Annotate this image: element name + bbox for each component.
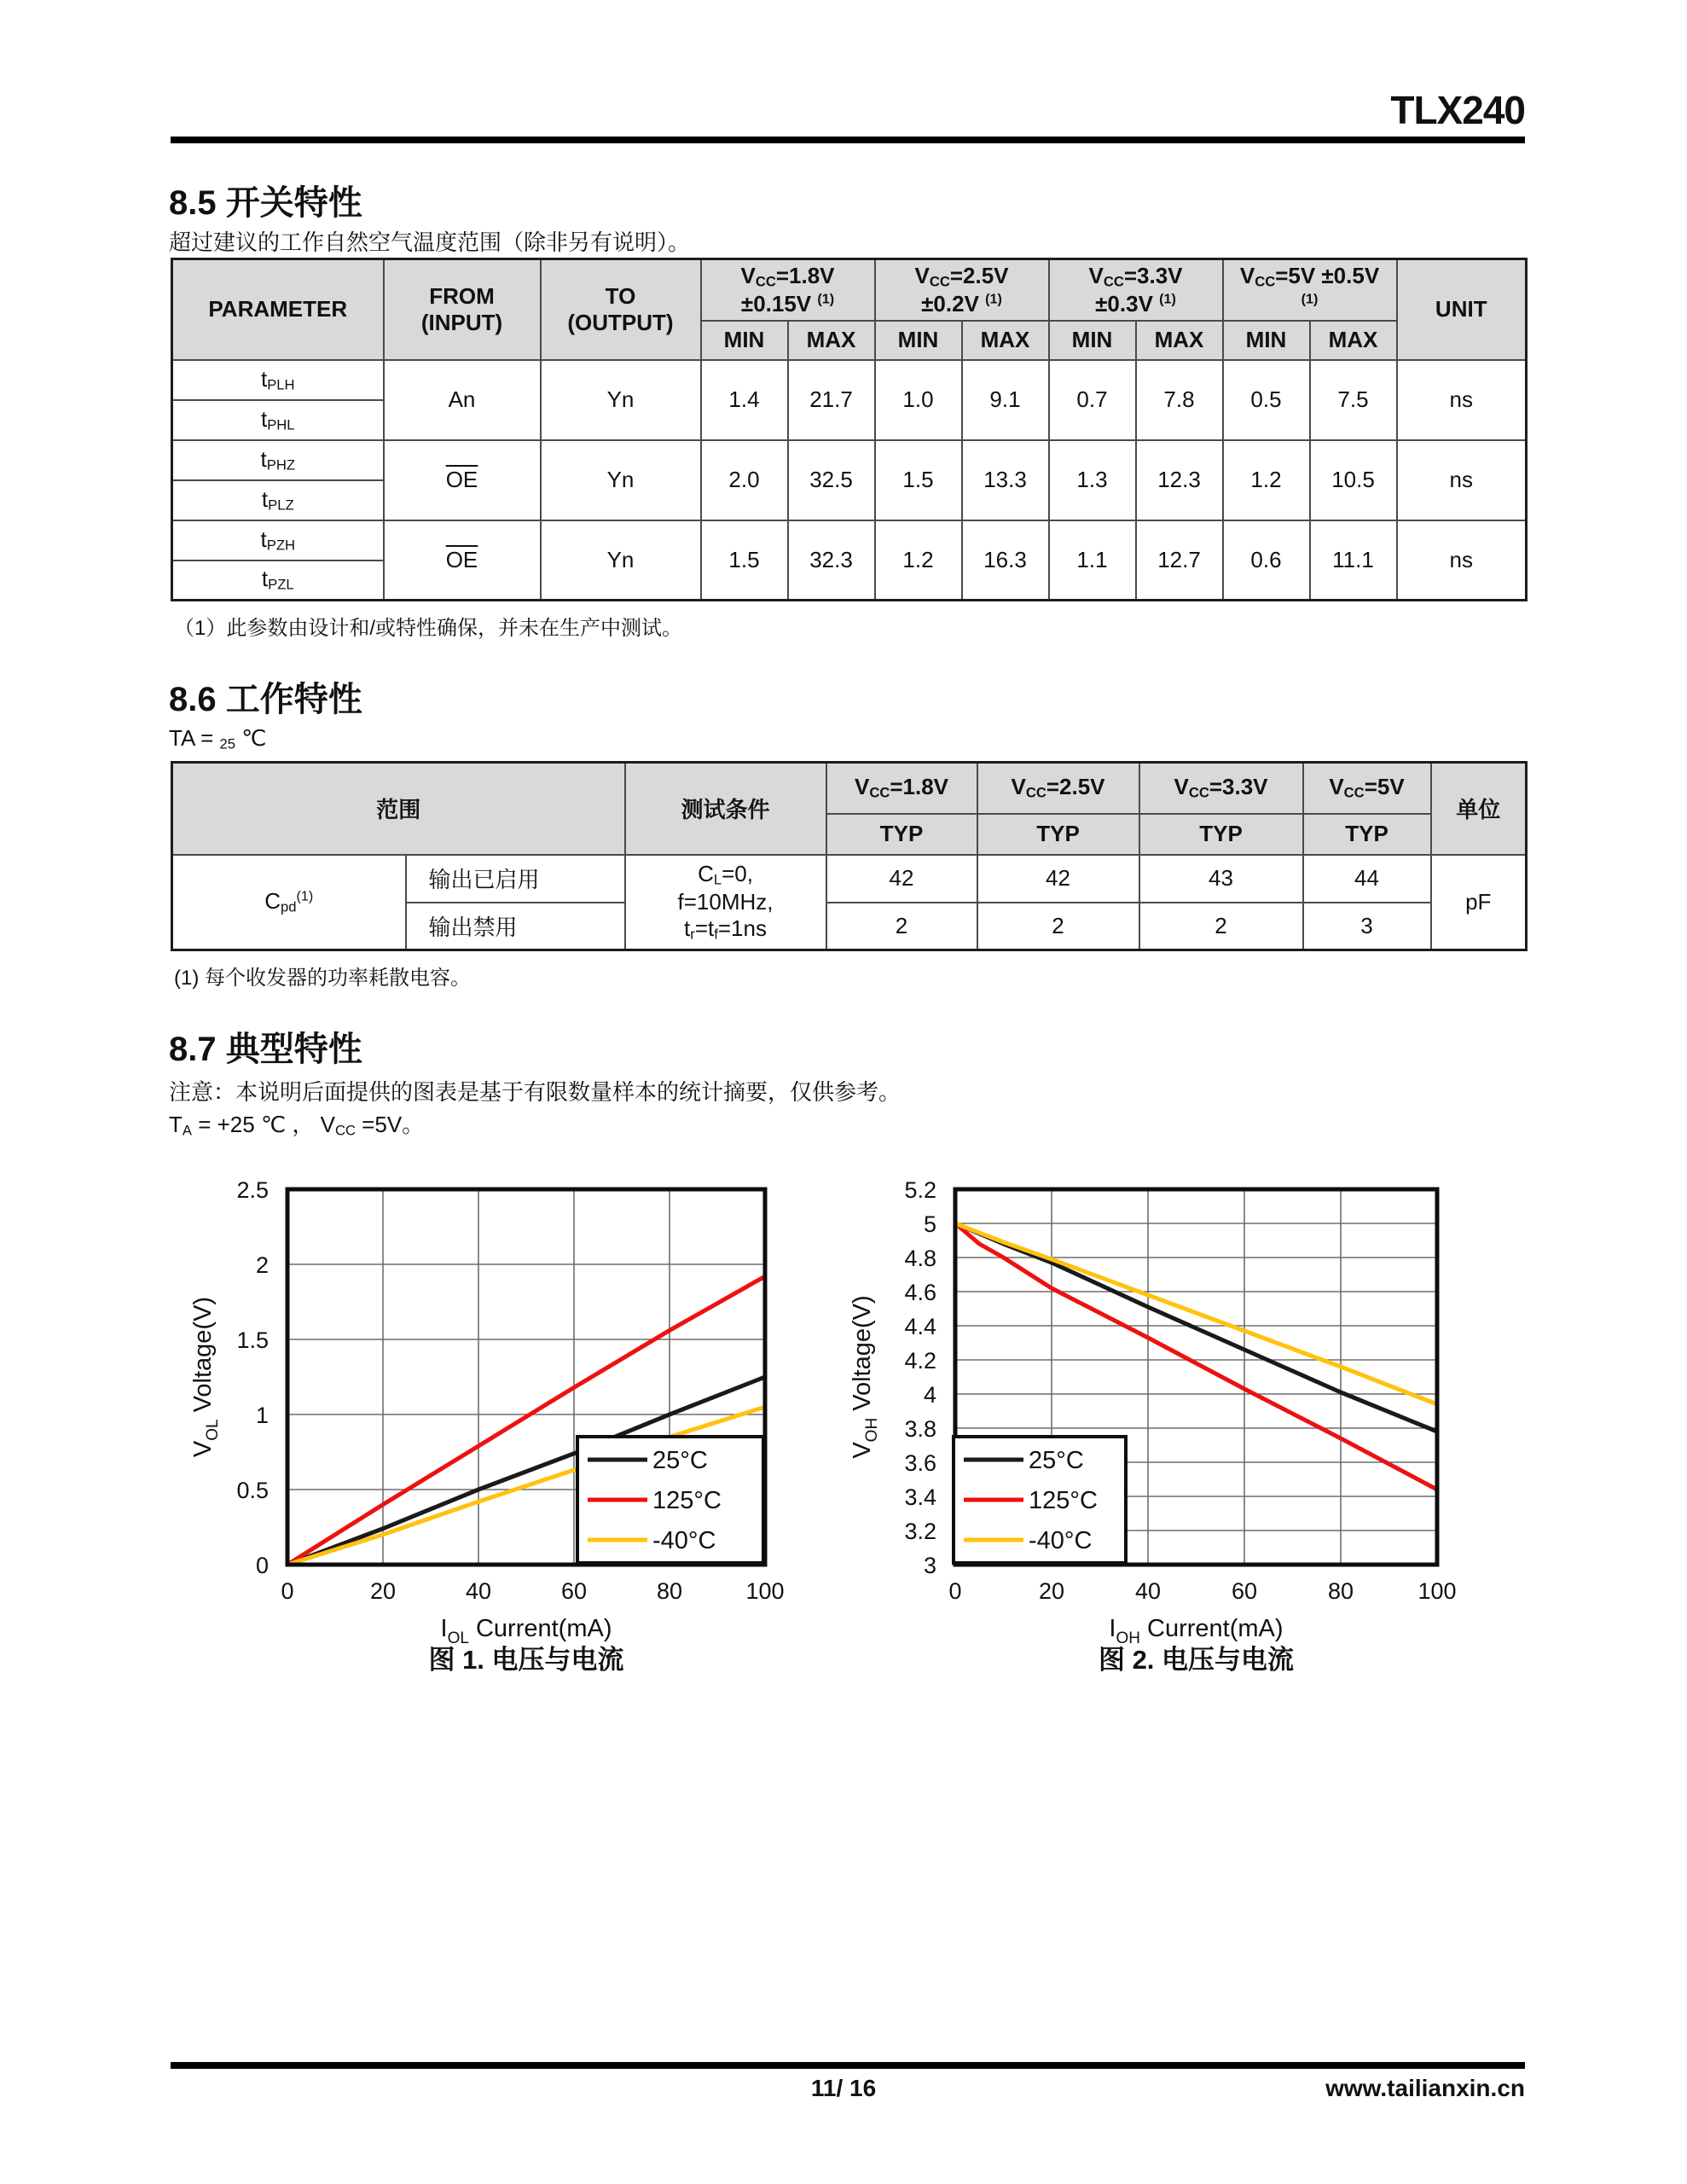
typ-header-cell: TYP	[826, 814, 977, 855]
param-cell: $t_{PHL}$	[172, 400, 384, 440]
svg-text:100: 100	[1417, 1578, 1457, 1604]
vcc-2v5-header-cell: $V_{CC}=2.5V$	[977, 763, 1139, 814]
vcc-1v8-header-cell: $V_{CC}=1.8V$	[826, 763, 977, 814]
svg-text:3.6: 3.6	[904, 1450, 936, 1476]
unit-cell: pF	[1431, 855, 1527, 950]
min-header-cell: MIN	[1223, 321, 1310, 360]
svg-text:4.8: 4.8	[904, 1246, 936, 1271]
value-cell: 0.6	[1223, 520, 1310, 601]
svg-text:100: 100	[745, 1578, 785, 1604]
typ-header-cell: TYP	[1303, 814, 1431, 855]
svg-text:0: 0	[281, 1578, 294, 1604]
legend-label: 125°C	[652, 1487, 722, 1514]
from-cell: An	[384, 360, 541, 440]
legend-label: -40°C	[1029, 1527, 1093, 1554]
typ-header-cell: TYP	[977, 814, 1139, 855]
section-87-condition: $T_A = +25$ ℃ ， $V_{CC} =5V$。	[169, 1112, 425, 1139]
to-header-cell: TO (OUTPUT)	[541, 259, 701, 360]
scope-header-cell: 范围	[172, 763, 625, 855]
value-cell: 3	[1303, 903, 1431, 950]
unit-header-cell: UNIT	[1397, 259, 1527, 360]
test-condition-header-cell: 测试条件	[625, 763, 826, 855]
value-cell: 1.5	[701, 520, 788, 601]
figure2-chart-svg	[836, 1162, 1484, 1691]
svg-text:3.8: 3.8	[904, 1416, 936, 1442]
param-cell: $t_{PLZ}$	[172, 480, 384, 520]
svg-text:4.6: 4.6	[904, 1280, 936, 1305]
value-cell: 1.5	[875, 440, 962, 520]
max-header-cell: MAX	[1136, 321, 1223, 360]
section-87-heading: 8.7 典型特性	[169, 1031, 362, 1068]
series-25c-line	[955, 1223, 1437, 1432]
value-cell: 1.1	[1049, 520, 1136, 601]
unit-header-cell: 单位	[1431, 763, 1527, 855]
value-cell: 9.1	[962, 360, 1049, 440]
svg-text:80: 80	[656, 1578, 683, 1604]
svg-text:1: 1	[255, 1403, 269, 1428]
value-cell: 16.3	[962, 520, 1049, 601]
vcc-3v3-header-cell: $V_{CC}=3.3V$	[1139, 763, 1303, 814]
chart-caption: 图 2. 电压与电流	[1098, 1645, 1295, 1675]
svg-text:5: 5	[923, 1211, 936, 1237]
svg-text:60: 60	[560, 1578, 588, 1604]
section-85-heading: 8.5 开关特性	[169, 184, 362, 222]
section-86-footnote: (1) 每个收发器的功率耗散电容。	[174, 967, 471, 990]
to-cell: Yn	[541, 440, 701, 520]
min-header-cell: MIN	[1049, 321, 1136, 360]
svg-text:5.2: 5.2	[904, 1177, 936, 1203]
y-axis-title	[849, 1295, 881, 1458]
y-axis-title	[189, 1297, 222, 1457]
section-87-note: 注意：本说明后面提供的图表是基于有限数量样本的统计摘要，仅供参考。	[169, 1079, 901, 1105]
value-cell: 1.2	[1223, 440, 1310, 520]
output-disabled-cell: 输出禁用	[406, 903, 625, 950]
svg-text:4.2: 4.2	[904, 1348, 936, 1374]
section-86-heading: 8.6 工作特性	[169, 681, 362, 718]
parameter-header-cell: PARAMETER	[172, 259, 384, 360]
value-cell: 0.7	[1049, 360, 1136, 440]
product-title: TLX240	[1390, 88, 1525, 132]
max-header-cell: MAX	[962, 321, 1049, 360]
output-enabled-cell: 输出已启用	[406, 855, 625, 903]
chart-caption: 图 1. 电压与电流	[428, 1645, 624, 1675]
cpd-parameter-cell: $C_{pd}^{(1)}$	[172, 855, 406, 950]
svg-text:VOL Voltage(V): $V_{OL}$ Voltage(V)	[189, 1296, 222, 1458]
value-cell: 42	[826, 855, 977, 903]
svg-text:80: 80	[1327, 1578, 1354, 1604]
value-cell: 12.7	[1136, 520, 1223, 601]
svg-text:0: 0	[255, 1553, 269, 1578]
x-tick-labels	[281, 1578, 784, 1604]
value-cell: 2	[1139, 903, 1303, 950]
svg-text:4.4: 4.4	[904, 1314, 936, 1339]
value-cell: 10.5	[1310, 440, 1397, 520]
svg-text:VOH Voltage(V): $V_{OH}$ Voltage(V)	[849, 1295, 881, 1459]
value-cell: 32.3	[788, 520, 875, 601]
x-axis-title: $I_{OH}$ Current(mA)	[1109, 1615, 1284, 1647]
svg-text:40: 40	[1134, 1578, 1162, 1604]
unit-cell: ns	[1397, 440, 1527, 520]
svg-text:60: 60	[1231, 1578, 1258, 1604]
svg-text:2: 2	[255, 1252, 269, 1278]
svg-text:3.4: 3.4	[904, 1484, 936, 1510]
page-number: 11/ 16	[810, 2075, 877, 2101]
x-axis-title: $I_{OL}$ Current(mA)	[440, 1615, 612, 1647]
value-cell: 21.7	[788, 360, 875, 440]
website-text: www.tailianxin.cn	[1325, 2075, 1525, 2101]
value-cell: 42	[977, 855, 1139, 903]
svg-text:0.5: 0.5	[236, 1478, 269, 1503]
footer-rule	[171, 2062, 1525, 2069]
min-header-cell: MIN	[875, 321, 962, 360]
to-cell: Yn	[541, 360, 701, 440]
value-cell: 2	[977, 903, 1139, 950]
value-cell: 7.5	[1310, 360, 1397, 440]
value-cell: 13.3	[962, 440, 1049, 520]
value-cell: 2.0	[701, 440, 788, 520]
unit-cell: ns	[1397, 520, 1527, 601]
chart-legend	[954, 1437, 1126, 1563]
vcc-2v5-header-cell: $V_{CC}=2.5V$ ±0.2V $^{(1)}$	[875, 259, 1049, 321]
section-85-footnote: （1）此参数由设计和/或特性确保，并未在生产中测试。	[174, 617, 683, 640]
vcc-1v8-header-cell: $V_{CC}=1.8V$ ±0.15V $^{(1)}$	[701, 259, 875, 321]
svg-text:3.2: 3.2	[904, 1519, 936, 1544]
operating-characteristics-table	[171, 761, 1528, 951]
value-cell: 0.5	[1223, 360, 1310, 440]
legend-label: -40°C	[652, 1527, 716, 1554]
svg-text:0: 0	[948, 1578, 962, 1604]
svg-text:3: 3	[923, 1553, 936, 1578]
vcc-5v-header-cell: $V_{CC}=5V \pm 0.5V$ $^{(1)}$	[1223, 259, 1397, 321]
max-header-cell: MAX	[788, 321, 875, 360]
test-condition-cell: $C_L=0$, f=10MHz, $t_r=t_f=1ns$	[625, 855, 826, 950]
legend-label: 25°C	[1029, 1447, 1084, 1474]
unit-cell: ns	[1397, 360, 1527, 440]
value-cell: 32.5	[788, 440, 875, 520]
value-cell: 1.2	[875, 520, 962, 601]
section-86-condition: TA = $_{25}$ ℃	[169, 725, 267, 752]
param-cell: $t_{PZL}$	[172, 561, 384, 601]
value-cell: 44	[1303, 855, 1431, 903]
param-cell: $t_{PLH}$	[172, 360, 384, 400]
min-header-cell: MIN	[701, 321, 788, 360]
max-header-cell: MAX	[1310, 321, 1397, 360]
value-cell: 43	[1139, 855, 1303, 903]
svg-text:40: 40	[465, 1578, 492, 1604]
value-cell: 2	[826, 903, 977, 950]
section-85-subtitle: 超过建议的工作自然空气温度范围（除非另有说明）。	[169, 229, 691, 255]
from-header-cell: FROM (INPUT)	[384, 259, 541, 360]
typ-header-cell: TYP	[1139, 814, 1303, 855]
vcc-5v-header-cell: $V_{CC}=5V$	[1303, 763, 1431, 814]
svg-text:4: 4	[923, 1382, 936, 1408]
value-cell: 1.4	[701, 360, 788, 440]
to-cell: Yn	[541, 520, 701, 601]
series-40c-line	[955, 1223, 1437, 1404]
from-cell: $\overline{OE}$	[384, 520, 541, 601]
value-cell: 7.8	[1136, 360, 1223, 440]
param-cell: $t_{PZH}$	[172, 520, 384, 561]
header-rule	[171, 136, 1525, 143]
figure1-vol-vs-iol-chart	[171, 1162, 819, 1691]
svg-text:2.5: 2.5	[236, 1177, 269, 1203]
x-tick-labels	[948, 1578, 1456, 1604]
y-tick-labels	[236, 1177, 269, 1578]
value-cell: 1.3	[1049, 440, 1136, 520]
figure2-voh-vs-ioh-chart	[836, 1162, 1484, 1691]
chart-legend	[577, 1437, 763, 1563]
param-cell: $t_{PHZ}$	[172, 440, 384, 480]
switching-characteristics-table	[171, 258, 1528, 601]
value-cell: 1.0	[875, 360, 962, 440]
value-cell: 11.1	[1310, 520, 1397, 601]
from-cell: $\overline{OE}$	[384, 440, 541, 520]
svg-text:20: 20	[369, 1578, 397, 1604]
value-cell: 12.3	[1136, 440, 1223, 520]
legend-label: 125°C	[1029, 1487, 1098, 1514]
svg-text:1.5: 1.5	[236, 1327, 269, 1353]
figure1-chart-svg	[171, 1162, 819, 1691]
legend-label: 25°C	[652, 1447, 708, 1474]
y-tick-labels	[904, 1177, 936, 1578]
vcc-3v3-header-cell: $V_{CC}=3.3V$ ±0.3V $^{(1)}$	[1049, 259, 1223, 321]
svg-text:20: 20	[1038, 1578, 1065, 1604]
